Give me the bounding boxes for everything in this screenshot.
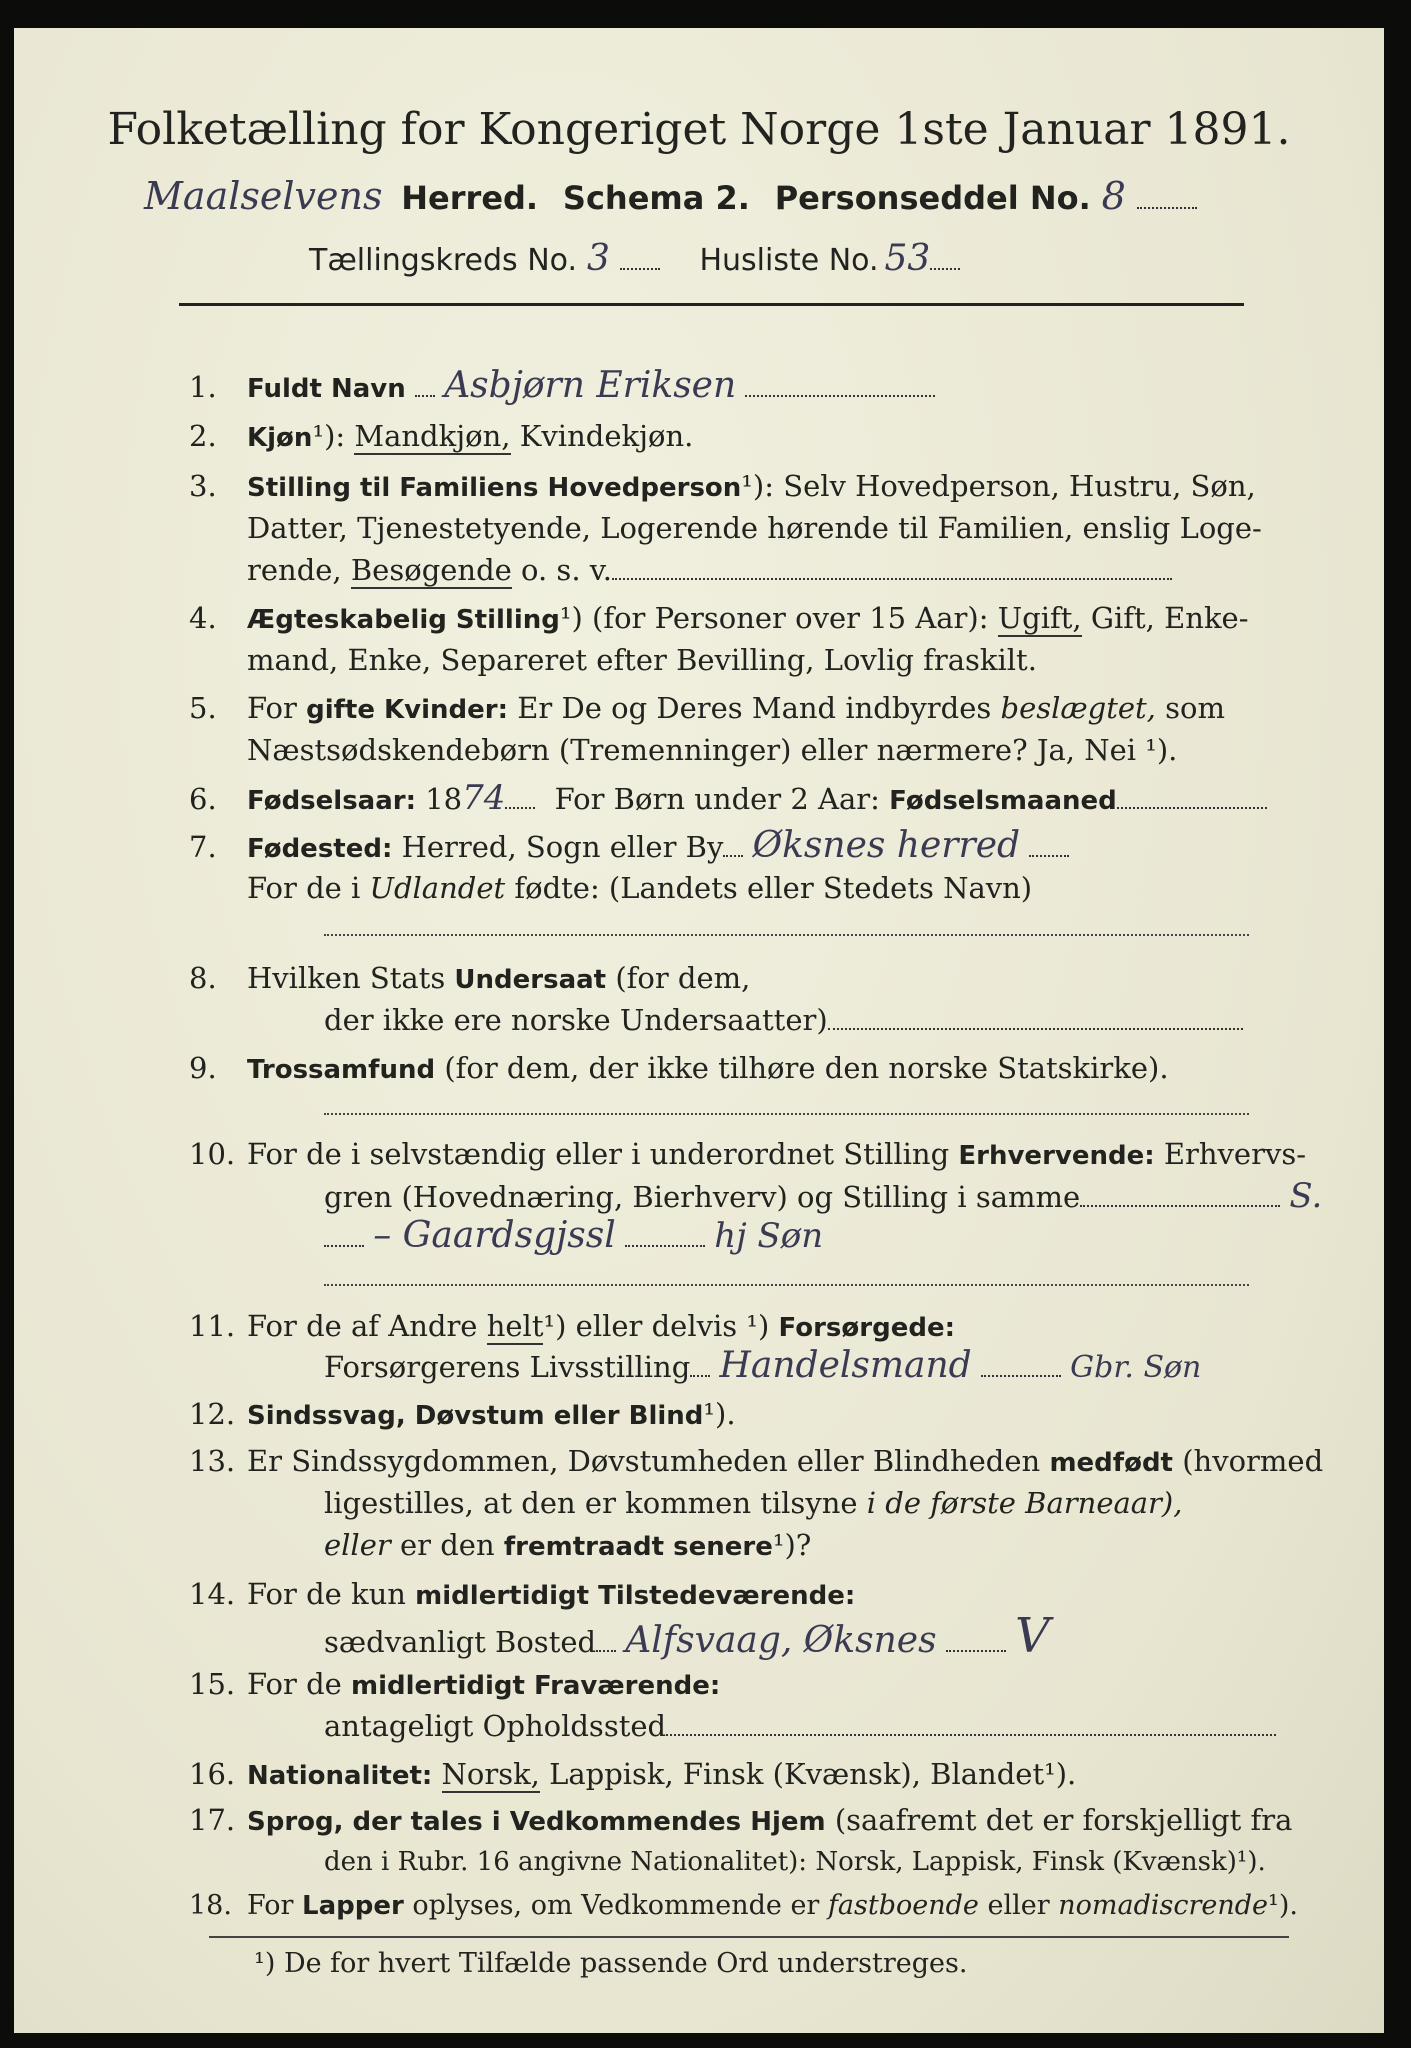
item-3: 3. Stilling til Familiens Hovedperson¹): Selv Hovedperson, Hustru, Søn, bbox=[189, 469, 1256, 503]
provider-occupation-value: Handelsmand bbox=[719, 1345, 972, 1386]
item-14: 14. For de kun midlertidigt Tilstedeværende: bbox=[189, 1577, 856, 1611]
gender-male-underlined: Mandkjøn, bbox=[354, 419, 511, 453]
birthplace-value: Øksnes herred bbox=[752, 825, 1021, 866]
personseddel-number: 8 bbox=[1101, 174, 1126, 218]
item-5: 5. For gifte Kvinder: Er De og Deres Mand indbyrdes beslægtet, som bbox=[189, 691, 1225, 725]
item-18: 18. For Lapper oplyses, om Vedkommende er fastboende eller nomadiscrende¹). bbox=[189, 1890, 1298, 1921]
provider-occupation-value-2: Gbr. Søn bbox=[1070, 1350, 1202, 1385]
item-9: 9. Trossamfund (for dem, der ikke tilhøre den norske Statskirke). bbox=[189, 1051, 1169, 1085]
supported-helt-underlined: helt bbox=[486, 1309, 544, 1343]
item-12: 12. Sindssvag, Døvstum eller Blind¹). bbox=[189, 1397, 736, 1431]
item-15: 15. For de midlertidigt Fraværende: bbox=[189, 1667, 721, 1701]
nationality-norsk-underlined: Norsk, bbox=[441, 1757, 540, 1791]
header-rule bbox=[179, 303, 1244, 306]
item-7: 7. Fødested: Herred, Sogn eller By Øksnes herred bbox=[189, 828, 1069, 867]
footnote-rule bbox=[209, 1936, 1289, 1938]
herred-name: Maalselvens bbox=[144, 174, 383, 218]
header-line-2: Maalselvens Herred. Schema 2. Personseddel No. 8 bbox=[144, 174, 1197, 218]
footnote: ¹) De for hvert Tilfælde passende Ord understreges. bbox=[254, 1948, 968, 1979]
relation-besogende-underlined: Besøgende bbox=[350, 553, 512, 587]
birth-year-value: 74 bbox=[462, 778, 506, 818]
taellingskreds-number: 3 bbox=[587, 238, 610, 279]
item-16: 16. Nationalitet: Norsk, Lappisk, Finsk (Kvænsk), Blandet¹). bbox=[189, 1757, 1077, 1791]
occupation-value-2: hj Søn bbox=[714, 1216, 824, 1256]
usual-residence-value: Alfsvaag, Øksnes bbox=[625, 1620, 937, 1661]
census-form: Folketælling for Kongeriget Norge 1ste Januar 1891. Maalselvens Herred. Schema 2. Personseddel No. 8 Tællingskreds No. 3 Husliste No. 53 1. Fuldt Navn Asbjørn Eriksen 2. Kjøn¹): Mandkjøn, Kvindekjøn. 3. Stilling til Familiens Hovedperson¹): Selv Hovedperson, Hustru, Søn, Datter, Tjenestetyende, Logerende hørende til Familien, enslig Loge- rende, Besøgende o. s. v. 4. Ægteskabelig Stilling¹) (for Personer over 15 Aar): Ugift, Gift, Enke- mand, Enke, Separeret efter Bevilling, Lovlig fraskilt. 5. For gifte Kvinder: Er De og Deres Mand indbyrdes beslægtet, som Næstsødskendebørn (Tremenninger) eller nærmere? Ja, Nei ¹). 6. Fødselsaar: 1874 For Børn under 2 Aar: Fødselsmaaned 7. Fødested: Herred, Sogn eller By Øksnes herred For de i Udlandet fødte: (Landets eller Stedets Navn) 8. Hvilken Stats Undersaat (for dem, der ikke ere norske Undersaatter) 9. Trossamfund (for dem, der ikke tilhøre den norske Statskirke). 10. For de i selvstændig eller i underordnet Stilling Erhvervende: Erhvervs- gren (Hovednæring, Bierhverv) og Stilling i samme S. – Gaardsgjssl hj Søn 11. For de af Andre helt¹) eller delvis ¹) Forsørgede: Forsørgerens Livsstilling Handelsmand Gbr. Søn 12. Sindssvag, Døvstum eller Blind¹). 13. Er Sindssygdommen, Døvstumheden eller Blindheden medfødt (hvormed ligestilles, at den er kommen tilsyne i de første Barneaar), eller er den fremtraadt senere¹)? 14. For de kun midlertidigt Tilstedeværende: sædvanligt Bosted Alfsvaag, Øksnes V 15. For de midlertidigt Fraværende: antageligt Opholdssted 16. Nationalitet: Norsk, Lappisk, Finsk (Kvænsk), Blandet¹). 17. Sprog, der tales i Vedkommendes Hjem (saafremt det er forskjelligt fra den i Rubr. 16 angivne Nationalitet): Norsk, Lappisk, Finsk (Kvænsk)¹). 18. For Lapper oplyses, om Vedkommende er fastboende eller nomadiscrende¹). ¹) De for hvert Tilfælde passende Ord understreges. bbox=[14, 28, 1384, 2033]
check-mark: V bbox=[1015, 1608, 1050, 1664]
item-2: 2. Kjøn¹): Mandkjøn, Kvindekjøn. bbox=[189, 419, 694, 453]
item-1: 1. Fuldt Navn Asbjørn Eriksen bbox=[189, 368, 935, 407]
occupation-value: – Gaardsgjssl bbox=[373, 1215, 616, 1256]
item-10: 10. For de i selvstændig eller i underordnet Stilling Erhvervende: Erhvervs- bbox=[189, 1137, 1307, 1171]
item-11: 11. For de af Andre helt¹) eller delvis ¹) Forsørgede: bbox=[189, 1309, 955, 1343]
header-line-3: Tællingskreds No. 3 Husliste No. 53 bbox=[309, 238, 960, 279]
husliste-number: 53 bbox=[884, 238, 931, 279]
marital-ugift-underlined: Ugift, bbox=[997, 601, 1082, 635]
full-name-value: Asbjørn Eriksen bbox=[444, 365, 737, 406]
item-17: 17. Sprog, der tales i Vedkommendes Hjem (saafremt det er forskjelligt fra bbox=[189, 1803, 1293, 1837]
item-4: 4. Ægteskabelig Stilling¹) (for Personer over 15 Aar): Ugift, Gift, Enke- bbox=[189, 601, 1249, 635]
item-6: 6. Fødselsaar: 1874 For Børn under 2 Aar: Fødselsmaaned bbox=[189, 780, 1267, 819]
item-13: 13. Er Sindssygdommen, Døvstumheden eller Blindheden medfødt (hvormed bbox=[189, 1444, 1324, 1478]
form-title: Folketælling for Kongeriget Norge 1ste Januar 1891. bbox=[107, 104, 1291, 155]
item-8: 8. Hvilken Stats Undersaat (for dem, bbox=[189, 961, 751, 995]
